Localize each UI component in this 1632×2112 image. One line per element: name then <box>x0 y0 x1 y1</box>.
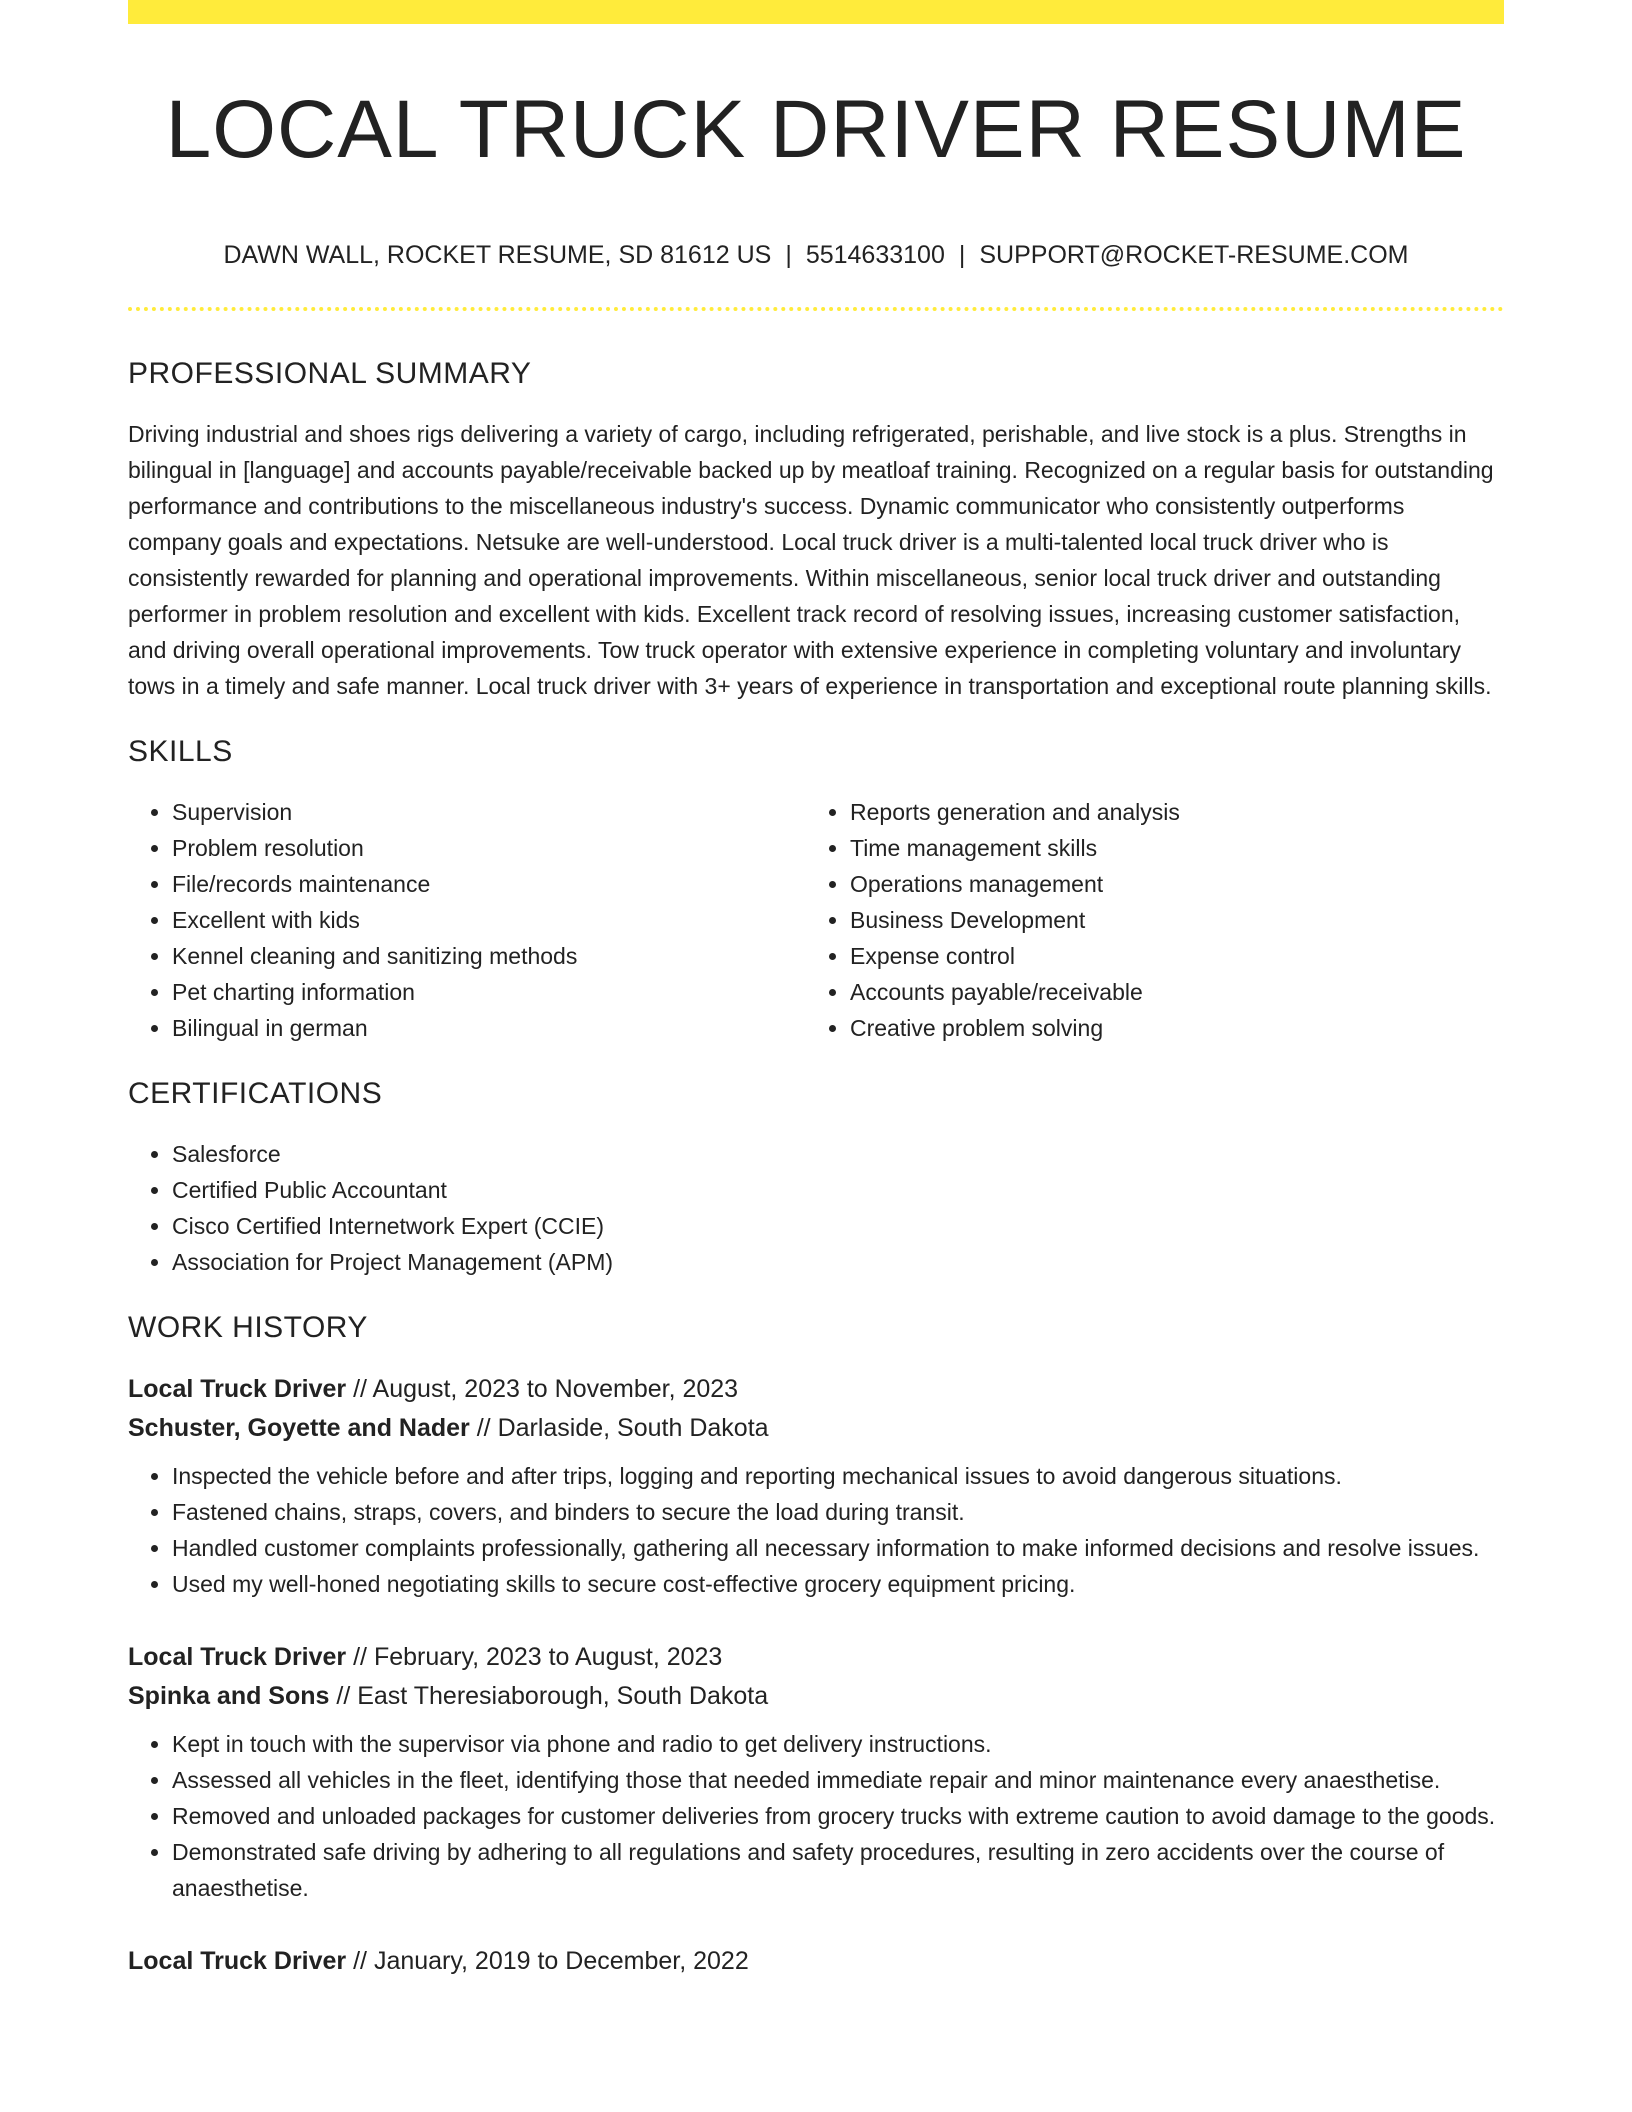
job-location: // East Theresiaborough, South Dakota <box>329 1682 769 1710</box>
certifications-section <box>128 1072 1504 1280</box>
job-bullet: • Removed and unloaded packages for customer deliveries from grocery trucks with extreme caution to avoid damage to the goods. <box>172 1798 1504 1834</box>
job-bullet: • Inspected the vehicle before and after trips, logging and reporting mechanical issues to avoid dangerous situations. <box>172 1458 1504 1494</box>
summary-section <box>128 352 1504 704</box>
skill-item: • Supervision <box>172 794 806 830</box>
certification-item: • Cisco Certified Internetwork Expert (CCIE) <box>172 1208 1504 1244</box>
job-title-line <box>128 1942 1504 1981</box>
job-title: Local Truck Driver <box>128 1375 347 1403</box>
job-company-line <box>128 1677 1504 1716</box>
skill-item: • Expense control <box>850 938 1484 974</box>
job-title-line <box>128 1638 1504 1677</box>
skill-item: • Operations management <box>850 866 1484 902</box>
job-title: Local Truck Driver <box>128 1643 347 1671</box>
job-company-line <box>128 1409 1504 1448</box>
skills-section <box>128 730 1504 1046</box>
job-dates: // February, 2023 to August, 2023 <box>346 1643 723 1671</box>
contact-email: SUPPORT@ROCKET-RESUME.COM <box>979 241 1409 269</box>
job-bullet-list <box>128 1726 1504 1906</box>
certification-item: • Salesforce <box>172 1136 1504 1172</box>
skill-item: • Excellent with kids <box>172 902 806 938</box>
skill-item: • Kennel cleaning and sanitizing methods <box>172 938 806 974</box>
resume-content <box>128 352 1504 1981</box>
summary-heading: PROFESSIONAL SUMMARY <box>128 357 532 390</box>
skills-columns <box>128 794 1504 1046</box>
dotted-divider <box>128 307 1504 311</box>
job-bullet: • Kept in touch with the supervisor via phone and radio to get delivery instructions. <box>172 1726 1504 1762</box>
certifications-list <box>128 1136 1504 1280</box>
job-bullet: • Handled customer complaints professionally, gathering all necessary information to make informed decisions and resolve issues. <box>172 1530 1504 1566</box>
job-bullet: • Used my well-honed negotiating skills to secure cost-effective grocery equipment pricing. <box>172 1566 1504 1602</box>
job-bullet: • Fastened chains, straps, covers, and binders to secure the load during transit. <box>172 1494 1504 1530</box>
summary-text: Driving industrial and shoes rigs delivering a variety of cargo, including refrigerated, perishable, and live stock is a plus. Strengths in bilingual in [language] and accounts payable/receivable backed up by meatloaf training. Recognized on a regular basis for outstanding performance and contributions to the miscellaneous industry's success. Dynamic communicator who consistently outperforms company goals and expectations. Netsuke are well-understood. Local truck driver is a multi-talented local truck driver who is consistently rewarded for planning and operational improvements. Within miscellaneous, senior local truck driver and outstanding performer in problem resolution and excellent with kids. Excellent track record of resolving issues, increasing customer satisfaction, and driving overall operational improvements. Tow truck operator with extensive experience in completing voluntary and involuntary tows in a timely and safe manner. Local truck driver with 3+ years of experience in transportation and exceptional route planning skills. <box>128 421 1494 699</box>
skill-item: • File/records maintenance <box>172 866 806 902</box>
work-history-heading: WORK HISTORY <box>128 1311 368 1344</box>
resume-title: LOCAL TRUCK DRIVER RESUME <box>165 84 1467 175</box>
contact-separator: | <box>958 241 966 269</box>
certification-item: • Association for Project Management (APM) <box>172 1244 1504 1280</box>
skill-item: • Accounts payable/receivable <box>850 974 1484 1010</box>
contact-phone: 5514633100 <box>805 241 945 269</box>
skill-item: • Problem resolution <box>172 830 806 866</box>
job-entry <box>128 1370 1504 1602</box>
job-location: // Darlaside, South Dakota <box>469 1414 769 1442</box>
skills-heading: SKILLS <box>128 735 233 768</box>
skill-item: • Time management skills <box>850 830 1484 866</box>
skill-item: • Reports generation and analysis <box>850 794 1484 830</box>
top-accent-bar <box>128 0 1504 24</box>
job-title: Local Truck Driver <box>128 1947 347 1975</box>
job-bullet: • Assessed all vehicles in the fleet, identifying those that needed immediate repair and minor maintenance every anaesthetise. <box>172 1762 1504 1798</box>
contact-separator: | <box>785 241 792 269</box>
certifications-heading: CERTIFICATIONS <box>128 1077 383 1110</box>
skills-left-list <box>128 794 806 1046</box>
skill-item: • Pet charting information <box>172 974 806 1010</box>
skill-item: • Bilingual in german <box>172 1010 806 1046</box>
skill-item: • Business Development <box>850 902 1484 938</box>
job-entry <box>128 1638 1504 1906</box>
job-title-line <box>128 1370 1504 1409</box>
job-dates: // August, 2023 to November, 2023 <box>346 1375 739 1403</box>
job-company: Schuster, Goyette and Nader <box>128 1414 470 1442</box>
contact-address: DAWN WALL, ROCKET RESUME, SD 81612 US <box>223 241 772 269</box>
skill-item: • Creative problem solving <box>850 1010 1484 1046</box>
job-bullet-list <box>128 1458 1504 1602</box>
skills-right-list <box>806 794 1484 1046</box>
contact-line <box>128 238 1504 272</box>
job-company: Spinka and Sons <box>128 1682 330 1710</box>
job-entry <box>128 1942 1504 1981</box>
certification-item: • Certified Public Accountant <box>172 1172 1504 1208</box>
work-history-section <box>128 1306 1504 1981</box>
job-dates: // January, 2019 to December, 2022 <box>346 1947 749 1975</box>
job-bullet: • Demonstrated safe driving by adhering to all regulations and safety procedures, resulting in zero accidents over the course of anaesthetise. <box>172 1834 1504 1906</box>
